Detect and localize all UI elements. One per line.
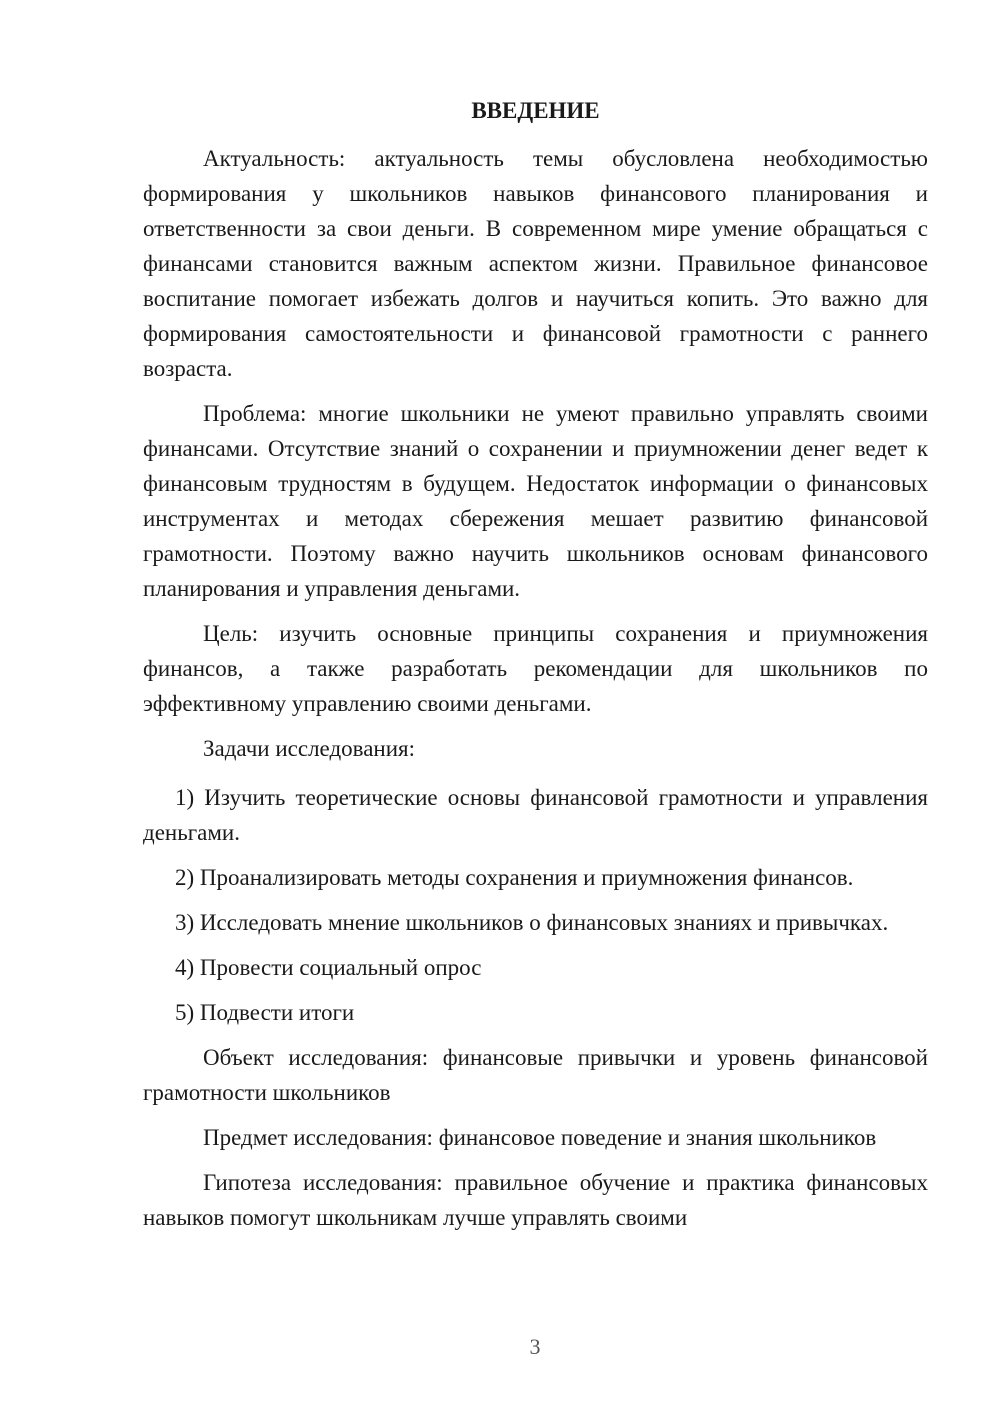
task-item: 5) Подвести итоги (175, 1000, 355, 1025)
task-item: 4) Провести социальный опрос (175, 955, 482, 980)
task-item: 3) Исследовать мнение школьников о финансовых знаниях и привычках. (175, 910, 889, 935)
subject-paragraph: Предмет исследования: финансовое поведение и знания школьников (203, 1125, 877, 1150)
section-title: ВВЕДЕНИЕ (471, 98, 600, 123)
relevance-paragraph: Актуальность: актуальность темы обусловлена необходимостью формирования у школьников навыков финансового планирования и ответственности за свои деньги. В современном мире умение обращаться с финансами становится важным аспектом жизни. Правильное финансовое воспитание помогает избежать долгов и научиться копить. Это важно для формирования самостоятельности и финансовой грамотности с раннего возраста. (143, 146, 928, 381)
tasks-intro: Задачи исследования: (203, 736, 416, 761)
task-item: 1) Изучить теоретические основы финансовой грамотности и управления деньгами. (143, 785, 928, 845)
object-paragraph: Объект исследования: финансовые привычки и уровень финансовой грамотности школьников (143, 1045, 928, 1105)
hypothesis-paragraph: Гипотеза исследования: правильное обучение и практика финансовых навыков помогут школьникам лучше управлять своими (143, 1170, 928, 1230)
task-item: 2) Проанализировать методы сохранения и приумножения финансов. (175, 865, 854, 890)
goal-paragraph: Цель: изучить основные принципы сохранения и приумножения финансов, а также разработать рекомендации для школьников по эффективному управлению своими деньгами. (143, 621, 928, 716)
page-content (143, 96, 928, 1245)
page-number: 3 (529, 1334, 541, 1359)
problem-paragraph: Проблема: многие школьники не умеют правильно управлять своими финансами. Отсутствие знаний о сохранении и приумножении денег ведет к финансовым трудностям в будущем. Недостаток информации о финансовых инструментах и методах сбережения мешает развитию финансовой грамотности. Поэтому важно научить школьников основам финансового планирования и управления деньгами. (143, 401, 928, 601)
